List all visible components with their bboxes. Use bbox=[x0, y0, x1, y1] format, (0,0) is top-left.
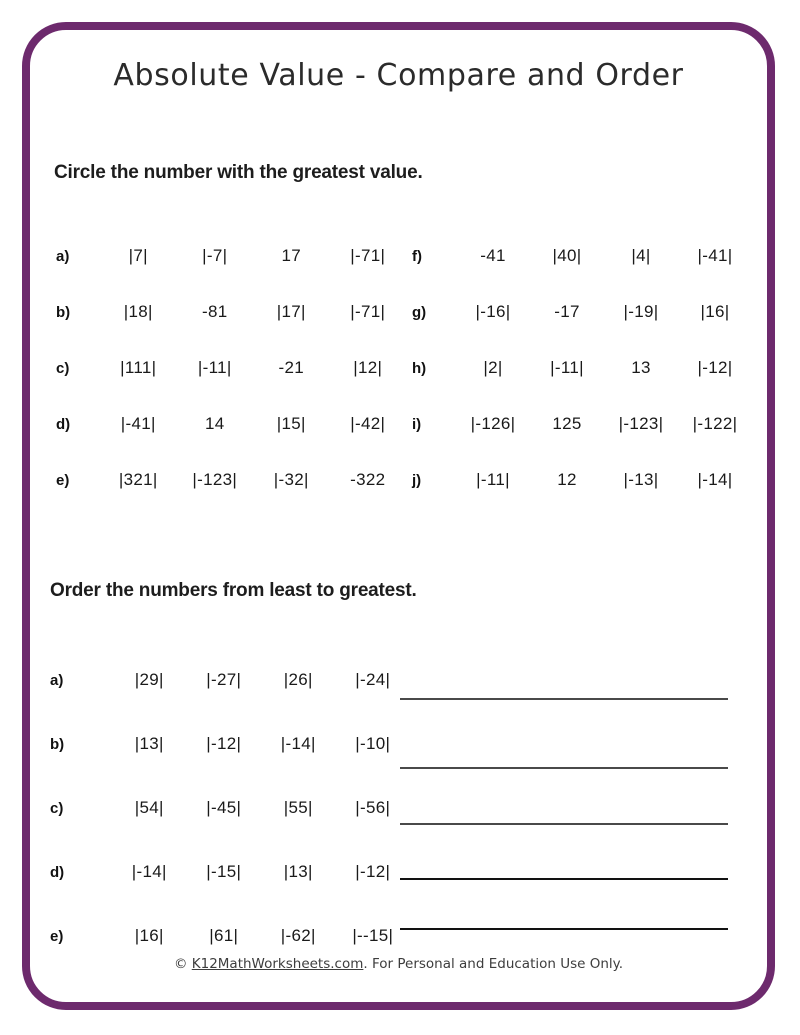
problem-choice[interactable]: -81 bbox=[202, 302, 228, 321]
problem-label: a) bbox=[56, 247, 70, 265]
problem-label: i) bbox=[412, 415, 422, 433]
problem-choice[interactable]: 14 bbox=[204, 414, 225, 433]
problem-choice[interactable]: |-19| bbox=[623, 302, 659, 321]
problem-label: j) bbox=[412, 471, 422, 489]
problem-choice[interactable]: |-42| bbox=[350, 414, 386, 433]
problem-label: h) bbox=[412, 359, 427, 377]
worksheet-body bbox=[30, 30, 767, 1002]
order-label: a) bbox=[50, 671, 64, 689]
copyright-symbol: © bbox=[173, 956, 188, 972]
problem-row bbox=[56, 228, 406, 284]
order-row bbox=[50, 648, 410, 712]
problem-choice[interactable]: |-126| bbox=[470, 414, 516, 433]
problem-choice[interactable]: -322 bbox=[350, 470, 386, 489]
problem-choice[interactable]: |-11| bbox=[476, 470, 510, 489]
order-label: b) bbox=[50, 735, 65, 753]
problem-choice[interactable]: |-14| bbox=[697, 470, 733, 489]
problem-row bbox=[56, 340, 406, 396]
problem-choice[interactable]: |321| bbox=[118, 470, 158, 489]
problem-row bbox=[56, 284, 406, 340]
order-value[interactable]: |-12| bbox=[355, 862, 391, 881]
problem-grid-right bbox=[412, 228, 752, 508]
order-value[interactable]: |13| bbox=[134, 734, 164, 753]
problem-choice[interactable]: |40| bbox=[552, 246, 582, 265]
problem-choice[interactable]: |-16| bbox=[475, 302, 511, 321]
order-value[interactable]: |61| bbox=[209, 926, 239, 945]
footer bbox=[30, 956, 767, 972]
problem-choice[interactable]: |12| bbox=[353, 358, 383, 377]
problem-label: d) bbox=[56, 415, 71, 433]
problem-choice[interactable]: |111| bbox=[120, 358, 157, 377]
answer-write-line[interactable] bbox=[400, 698, 728, 700]
order-value[interactable]: |-62| bbox=[280, 926, 316, 945]
problem-choice[interactable]: |17| bbox=[276, 302, 306, 321]
order-value[interactable]: |26| bbox=[283, 670, 313, 689]
problem-row bbox=[412, 340, 752, 396]
problem-label: f) bbox=[412, 247, 422, 265]
order-value[interactable]: |--15| bbox=[352, 926, 394, 945]
order-value[interactable]: |54| bbox=[134, 798, 164, 817]
problem-row bbox=[412, 396, 752, 452]
order-value[interactable]: |-24| bbox=[355, 670, 391, 689]
problem-choice[interactable]: -17 bbox=[554, 302, 580, 321]
problem-row bbox=[56, 396, 406, 452]
order-value[interactable]: |16| bbox=[134, 926, 164, 945]
answer-write-line[interactable] bbox=[400, 928, 728, 930]
problem-row bbox=[412, 452, 752, 508]
problem-grid-left bbox=[56, 228, 406, 508]
problem-choice[interactable]: |18| bbox=[123, 302, 153, 321]
problem-choice[interactable]: |-71| bbox=[350, 302, 386, 321]
order-value[interactable]: |29| bbox=[134, 670, 164, 689]
problem-choice[interactable]: |-11| bbox=[550, 358, 584, 377]
problem-choice[interactable]: |-32| bbox=[273, 470, 309, 489]
problem-row bbox=[412, 228, 752, 284]
order-value[interactable]: |13| bbox=[283, 862, 313, 881]
problem-choice[interactable]: |16| bbox=[700, 302, 730, 321]
problem-choice[interactable]: 17 bbox=[281, 246, 301, 265]
order-value[interactable]: |-27| bbox=[206, 670, 242, 689]
problem-choice[interactable]: |-41| bbox=[120, 414, 156, 433]
order-row bbox=[50, 712, 410, 776]
order-row bbox=[50, 840, 410, 904]
problem-choice[interactable]: |-41| bbox=[697, 246, 733, 265]
problem-choice[interactable]: -21 bbox=[278, 358, 304, 377]
order-label: d) bbox=[50, 863, 65, 881]
order-value[interactable]: |-56| bbox=[355, 798, 391, 817]
order-value[interactable]: |-14| bbox=[280, 734, 316, 753]
problem-choice[interactable]: |15| bbox=[276, 414, 306, 433]
footer-site-link[interactable]: K12MathWorksheets.com bbox=[191, 956, 364, 972]
problem-row bbox=[412, 284, 752, 340]
problem-choice[interactable]: |-123| bbox=[192, 470, 238, 489]
footer-notice: . For Personal and Education Use Only. bbox=[363, 956, 624, 972]
problem-choice[interactable]: 125 bbox=[552, 414, 582, 433]
page-title: Absolute Value - Compare and Order bbox=[113, 58, 684, 93]
problem-choice[interactable]: |-123| bbox=[618, 414, 664, 433]
problem-choice[interactable]: |-71| bbox=[350, 246, 386, 265]
order-value[interactable]: |55| bbox=[283, 798, 313, 817]
order-value[interactable]: |-45| bbox=[206, 798, 242, 817]
answer-write-line[interactable] bbox=[400, 878, 728, 880]
section-heading-circle: Circle the number with the greatest value. bbox=[54, 162, 423, 183]
problem-choice[interactable]: |2| bbox=[483, 358, 503, 377]
problem-choice[interactable]: |-12| bbox=[697, 358, 733, 377]
problem-choice[interactable]: |-122| bbox=[692, 414, 738, 433]
order-label: c) bbox=[50, 799, 64, 817]
order-value[interactable]: |-10| bbox=[355, 734, 391, 753]
problem-choice[interactable]: -41 bbox=[480, 246, 506, 265]
section-heading-order: Order the numbers from least to greatest. bbox=[50, 580, 417, 601]
worksheet-frame bbox=[22, 22, 775, 1010]
answer-write-line[interactable] bbox=[400, 767, 728, 769]
order-row bbox=[50, 776, 410, 840]
problem-row bbox=[56, 452, 406, 508]
problem-choice[interactable]: 13 bbox=[631, 358, 651, 377]
problem-label: g) bbox=[412, 303, 427, 321]
problem-choice[interactable]: 12 bbox=[557, 470, 577, 489]
problem-label: b) bbox=[56, 303, 71, 321]
order-grid bbox=[50, 648, 410, 968]
problem-label: e) bbox=[56, 471, 70, 489]
order-value[interactable]: |-14| bbox=[131, 862, 167, 881]
problem-label: c) bbox=[56, 359, 70, 377]
problem-choice[interactable]: |7| bbox=[128, 246, 148, 265]
order-value[interactable]: |-15| bbox=[206, 862, 242, 881]
answer-write-line[interactable] bbox=[400, 823, 728, 825]
order-label: e) bbox=[50, 927, 64, 945]
problem-choice[interactable]: |-13| bbox=[623, 470, 659, 489]
problem-choice[interactable]: |-7| bbox=[202, 246, 228, 265]
problem-choice[interactable]: |4| bbox=[631, 246, 651, 265]
problem-choice[interactable]: |-11| bbox=[197, 358, 232, 377]
order-value[interactable]: |-12| bbox=[206, 734, 242, 753]
